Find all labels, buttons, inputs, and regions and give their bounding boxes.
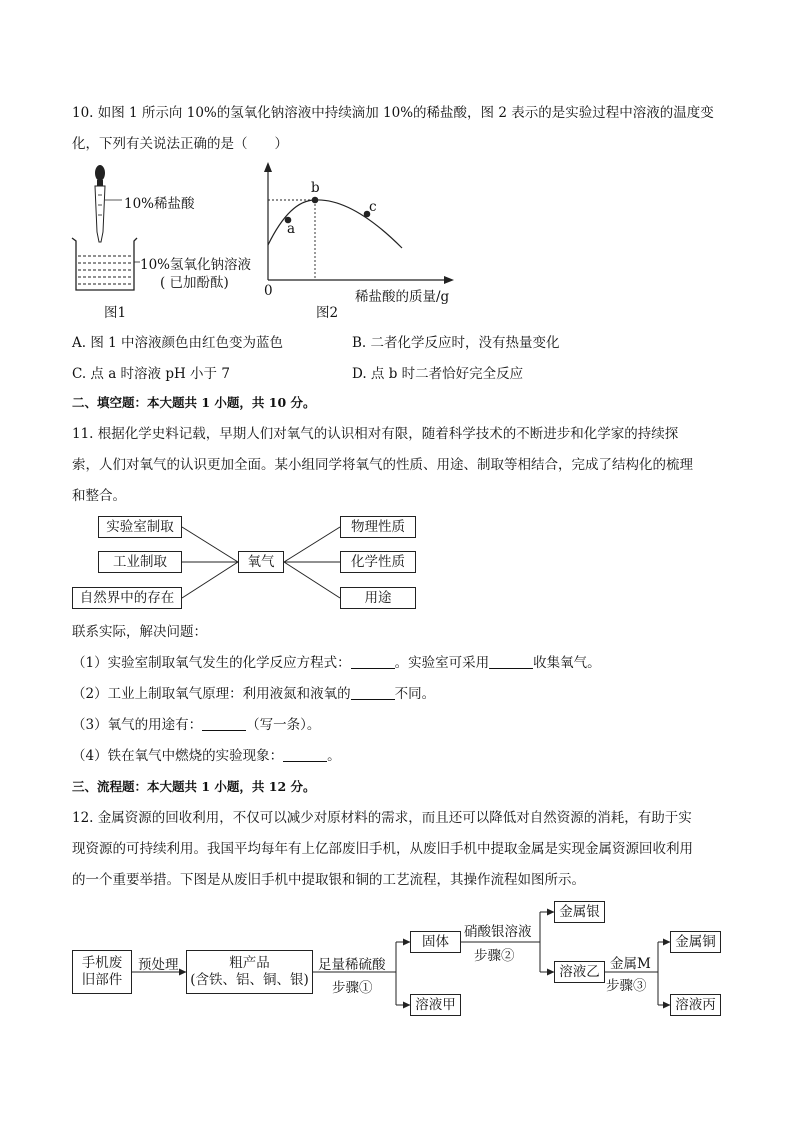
q11-line2: 索，人们对氧气的认识更加全面。某小组同学将氧气的性质、用途、制取等相结合，完成了结构化的梳理 xyxy=(72,457,693,473)
option-b[interactable]: B. 二者化学反应时，没有热量变化 xyxy=(352,335,560,351)
fig2-origin: 0 xyxy=(264,283,273,299)
q11-line3: 和整合。 xyxy=(72,488,126,504)
dropper-label: 10%稀盐酸 xyxy=(124,196,195,212)
fig1-caption: 图1 xyxy=(104,305,127,321)
beaker-label-1: 10%氢氧化钠溶液 xyxy=(140,257,252,273)
node-crude-product xyxy=(186,950,313,994)
q12-line2: 现资源的可持续利用。我国平均每年有上亿部废旧手机，从废旧手机中提取金属是实现金属资源回收利用 xyxy=(72,841,693,857)
node-solution-c: 溶液丙 xyxy=(670,994,721,1016)
q11-sub1-text-b: 。实验室可采用 xyxy=(394,655,490,671)
q11-sub1-text-c: 收集氧气。 xyxy=(533,655,601,671)
node-copper: 金属铜 xyxy=(670,931,721,953)
node-physical-properties: 物理性质 xyxy=(340,516,416,538)
q12-line1: 12. 金属资源的回收利用，不仅可以减少对原材料的需求，而且还可以降低对自然资源的消耗，有助于实 xyxy=(72,810,692,826)
section-2-heading: 二、填空题：本大题共 1 小题，共 10 分。 xyxy=(72,395,316,410)
point-b-label: b xyxy=(311,180,320,196)
node-lab-preparation: 实验室制取 xyxy=(98,516,182,538)
option-c[interactable]: C. 点 a 时溶液 pH 小于 7 xyxy=(72,366,230,382)
option-d[interactable]: D. 点 b 时二者恰好完全反应 xyxy=(352,366,524,382)
fig2-xlabel: 稀盐酸的质量/g xyxy=(355,289,450,305)
node-phone-parts-line1: 手机废 xyxy=(81,955,123,971)
q11-sub1-text-a: （1）实验室制取氧气发生的化学反应方程式： xyxy=(72,655,351,671)
node-silver: 金属银 xyxy=(554,901,605,923)
q11-sub3-text-b: （写一条）。 xyxy=(246,717,321,733)
q10-line2: 化，下列有关说法正确的是（ ） xyxy=(72,136,288,152)
label-step1: 步骤① xyxy=(332,980,373,996)
node-solution-a: 溶液甲 xyxy=(410,994,461,1016)
q11-prompt: 联系实际，解决问题： xyxy=(72,624,207,640)
node-uses: 用途 xyxy=(340,587,416,609)
q11-line1: 11. 根据化学史料记载，早期人们对氧气的认识相对有限，随着科学技术的不断进步和化学家的持续探 xyxy=(72,426,679,442)
q10-line1: 10. 如图 1 所示向 10%的氢氧化钠溶液中持续滴加 10%的稀盐酸，图 2 表示的是实验过程中溶液的温度变 xyxy=(72,105,714,121)
option-a[interactable]: A. 图 1 中溶液颜色由红色变为蓝色 xyxy=(72,335,284,351)
node-solid: 固体 xyxy=(410,931,461,953)
label-silver-nitrate: 硝酸银溶液 xyxy=(464,924,532,940)
label-metal-m: 金属M xyxy=(610,956,651,972)
fig2-caption: 图2 xyxy=(316,305,339,321)
q11-sub4-text-a: （4）铁在氧气中燃烧的实验现象： xyxy=(72,748,284,764)
q11-sub3-text-a: （3）氧气的用途有： xyxy=(72,717,203,733)
node-oxygen: 氧气 xyxy=(238,551,284,573)
node-crude-line2: (含铁、铝、铜、银) xyxy=(190,972,309,988)
label-step3: 步骤③ xyxy=(606,978,647,994)
q11-sub2-text-a: （2）工业上制取氧气原理：利用液氮和液氧的 xyxy=(72,686,351,702)
q12-line3: 的一个重要举措。下图是从废旧手机中提取银和铜的工艺流程，其操作流程如图所示。 xyxy=(72,872,585,888)
q11-sub2-text-b: 不同。 xyxy=(394,686,436,702)
node-crude-line1: 粗产品 xyxy=(229,955,270,971)
node-phone-parts xyxy=(72,950,132,994)
node-solution-b: 溶液乙 xyxy=(554,961,605,983)
node-phone-parts-line2: 旧部件 xyxy=(81,972,123,988)
node-industrial-preparation: 工业制取 xyxy=(98,551,182,573)
node-chemical-properties: 化学性质 xyxy=(340,551,416,573)
q11-sub4-text-b: 。 xyxy=(327,748,341,764)
point-a-label: a xyxy=(287,221,296,237)
label-pretreatment: 预处理 xyxy=(138,957,179,973)
label-dilute-sulfuric-acid: 足量稀硫酸 xyxy=(318,957,386,973)
beaker-label-2: ( 已加酚酞) xyxy=(160,275,229,291)
node-natural-existence: 自然界中的存在 xyxy=(72,587,182,609)
point-c-label: c xyxy=(369,199,377,215)
section-3-heading: 三、流程题：本大题共 1 小题，共 12 分。 xyxy=(72,779,316,794)
label-step2: 步骤② xyxy=(474,948,515,964)
